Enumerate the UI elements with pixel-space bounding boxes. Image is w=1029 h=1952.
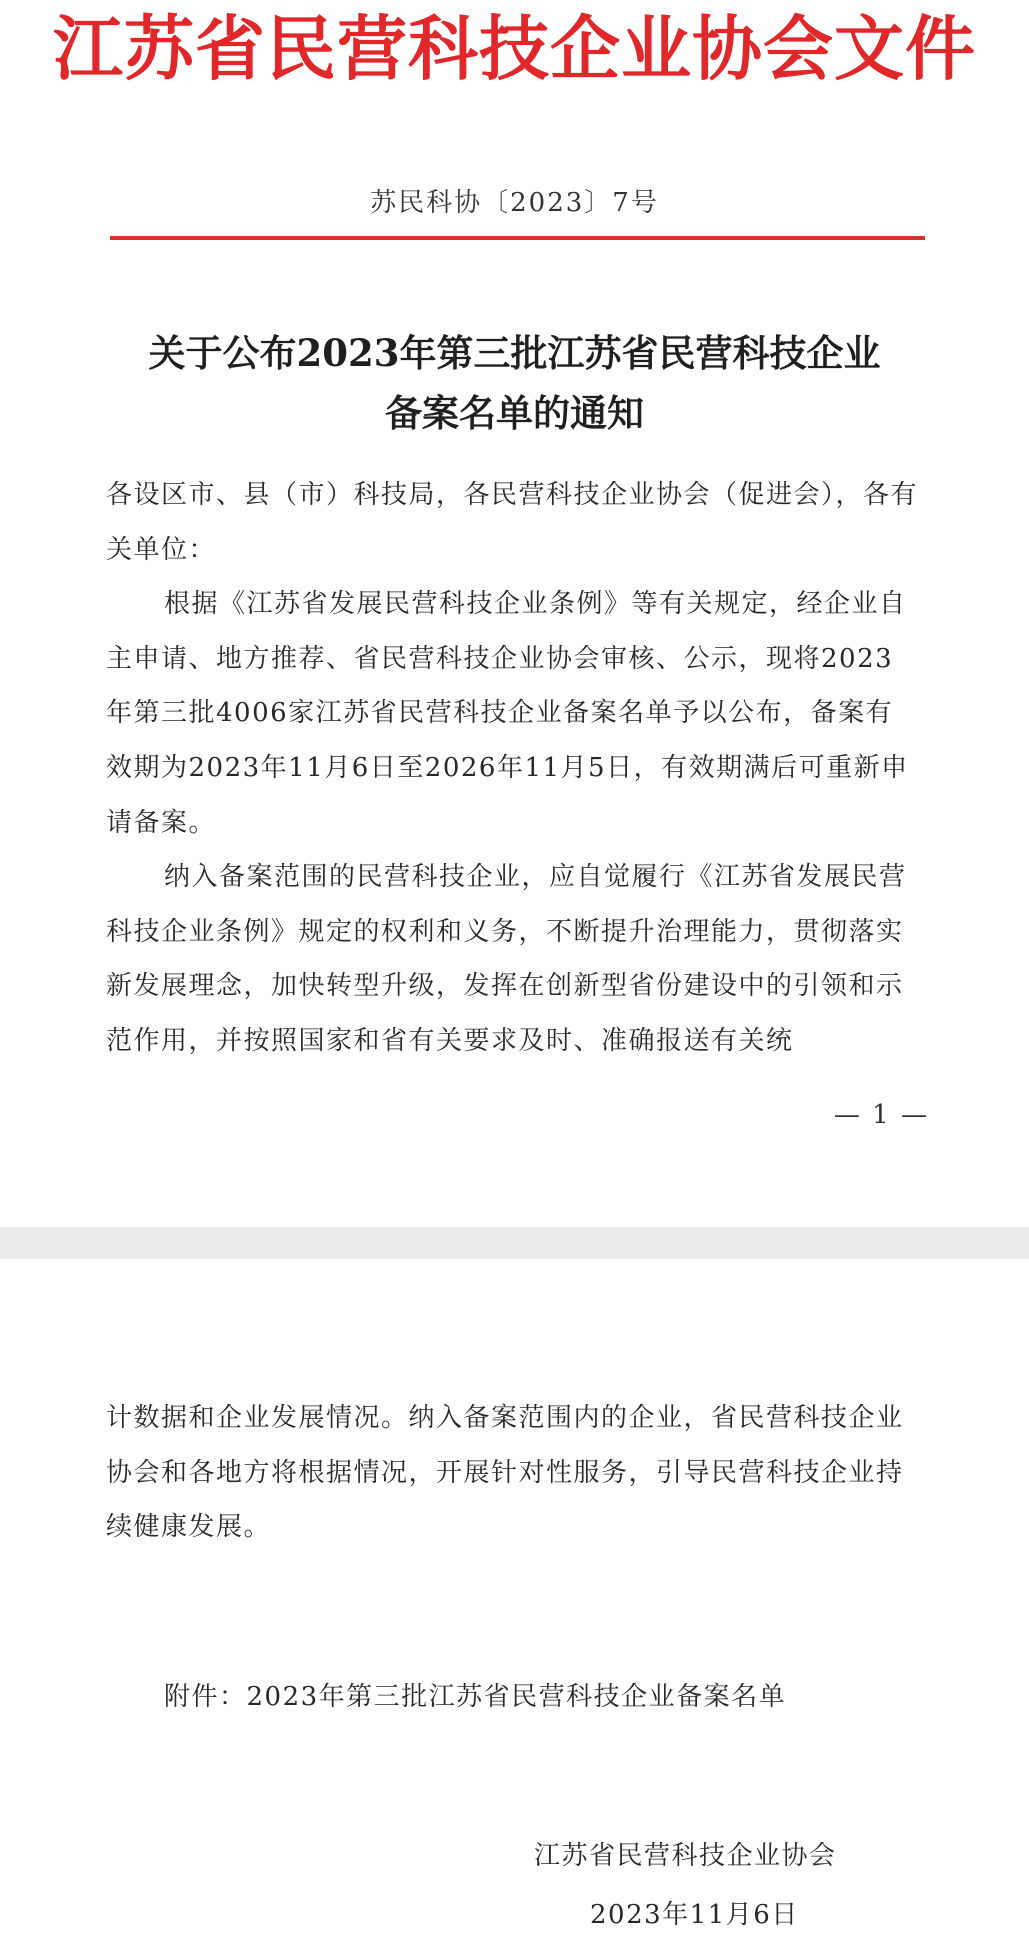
document-number: 苏民科协〔2023〕7号 xyxy=(370,188,659,218)
salutation-paragraph: 各设区市、县（市）科技局，各民营科技企业协会（促进会），各有关单位： xyxy=(106,480,919,565)
signature-date: 2023年11月6日 xyxy=(590,1900,799,1930)
page-number: — 1 — xyxy=(833,1100,929,1130)
body-paragraph-2: 纳入备案范围的民营科技企业，应自觉履行《江苏省发展民营科技企业条例》规定的权利和义务，不断提升治理能力，贯彻落实新发展理念，加快转型升级，发挥在创新型省份建设中的引领和示范作用，并按照国家和省有关要求及时、准确报送有关统 xyxy=(106,862,907,1056)
notice-body-continued xyxy=(106,1391,920,1555)
notice-title-line-1: 关于公布2023年第三批江苏省民营科技企业 xyxy=(148,331,881,375)
red-divider-line xyxy=(110,236,925,240)
body-paragraph-continued: 计数据和企业发展情况。纳入备案范围内的企业，省民营科技企业协会和各地方将根据情况，开展针对性服务，引导民营科技企业持续健康发展。 xyxy=(106,1403,904,1543)
document-header-title: 江苏省民营科技企业协会文件 xyxy=(53,8,976,90)
attachment-line: 附件：2023年第三批江苏省民营科技企业备案名单 xyxy=(164,1682,787,1712)
notice-body xyxy=(106,468,920,1069)
page-separator xyxy=(0,1227,1029,1259)
notice-title xyxy=(0,323,1029,443)
body-paragraph-1: 根据《江苏省发展民营科技企业条例》等有关规定，经企业自主申请、地方推荐、省民营科技企业协会审核、公示，现将2023年第三批4006家江苏省民营科技企业备案名单予以公布，备案有效期为2023年11月6日至2026年11月5日，有效期满后可重新申请备案。 xyxy=(106,589,909,838)
signature-organization: 江苏省民营科技企业协会 xyxy=(534,1841,837,1871)
notice-title-line-2: 备案名单的通知 xyxy=(385,391,644,435)
document-page-2 xyxy=(0,1259,1029,1952)
